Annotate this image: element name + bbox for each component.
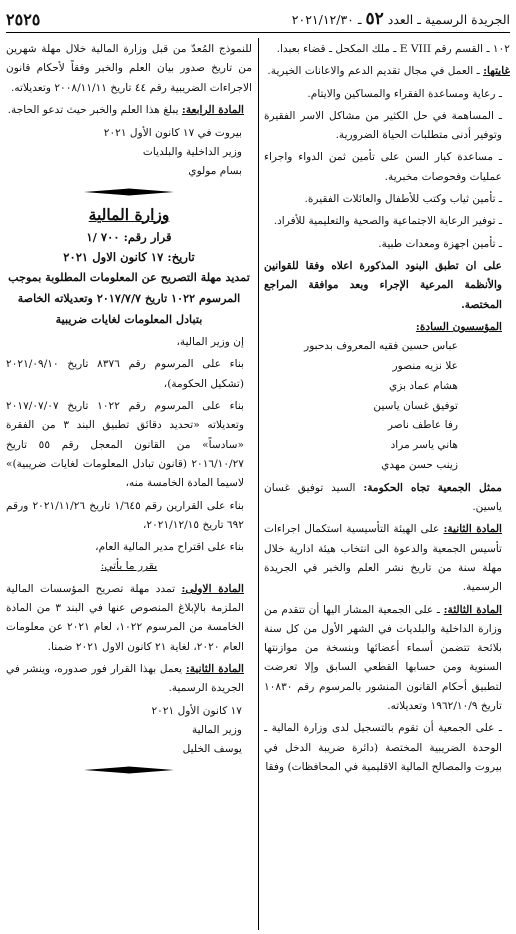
recital: بناء على اقتراح مدير المالية العام، [95, 541, 244, 554]
separator [6, 186, 252, 198]
recital: بناء على القرارين رقم ١/٦٤٥ تاريخ ٢٠٢١/١١/٢٦ ورقم ٦٩٢ تاريخ ٢٠٢١/١٢/١٥، [6, 499, 244, 531]
paragraph [264, 62, 510, 81]
article-4 [6, 101, 252, 120]
article-text: يعمل بهذا القرار فور صدوره، وينشر في الجريدة الرسمية. [6, 662, 244, 695]
article-label: المادة الثالثة: [443, 603, 502, 616]
goals-text: ـ العمل في مجال تقديم الدعم والاعانات الخيرية. [267, 65, 480, 78]
issue-date: ـ ٢٠٢١/١٢/٣٠ [291, 12, 362, 27]
decision-title: تمديد مهلة التصريح عن المعلومات المطلوبة بموجب المرسوم ١٠٢٢ تاريخ ٢٠١٧/٧/٧ وتعديلاته الخاصة بتبادل المعلومات لغايات ضريبية [8, 270, 250, 327]
article-label: المادة الرابعة: [181, 103, 244, 116]
recital: بناء على المرسوم رقم ٨٣٧٦ تاريخ ٢٠٢١/٠٩/١٠ (تشكيل الحكومة)، [6, 358, 244, 390]
founder-name: هاني ياسر مراد [390, 439, 458, 452]
decision-number: قرار رقم: ٧٠٠ /١ [86, 230, 172, 245]
signature-name: بسام مولوي [188, 165, 242, 178]
ministry-title: وزارة المالية [88, 205, 170, 225]
article-text: ـ على الجمعية المشار اليها أن تتقدم من وزارة الداخلية والبلديات في الشهر الأول من كل سنة بلائحة تتضمن أسماء أعضائها وبنسخة من موازنتها السنوية ومن حسابها القطعي السابق وإلا تعرضت لتطبيق أحكام القانون المنشور بالمرسوم رقم ١٠٨٣٠ تاريخ ١٩٦٢/١٠/٩ وتعديلاته. [264, 603, 502, 712]
rep-value: السيد توفيق غسان ياسين. [264, 481, 502, 514]
decision-article-1 [6, 580, 252, 657]
founder-name: توفيق غسان ياسين [373, 399, 458, 412]
article-text: يبلغ هذا العلم والخبر حيث تدعو الحاجة. [7, 103, 179, 116]
separator-ornament [84, 766, 174, 774]
article-label: المادة الاولى: [181, 582, 244, 595]
list-item: ـ رعاية ومساعدة الفقراء والمساكين والايتام. [307, 87, 502, 100]
signature-title: وزير المالية [191, 723, 242, 736]
list-item: ـ تأمين اجهزة ومعدات طبية. [378, 237, 502, 250]
representative [264, 479, 510, 518]
founder-name: زينب حسن مهدي [381, 458, 458, 471]
decides-heading: يقرر ما يأتي: [100, 560, 158, 573]
signature-name: يوسف الخليل [182, 742, 242, 755]
paragraph: ـ على الجمعية أن تقوم بالتسجيل لدى وزارة المالية ـ الوحدة الضريبية المختصة (دائرة ضريبة الدخل في بيروت والمصالح المالية الاقليمية في المحافظات) وفقا [264, 722, 502, 773]
paragraph: للنموذج المُعدّ من قبل وزارة المالية خلال مهلة شهرين من تاريخ صدور بيان العلم والخبر وفقاً لأحكام قانون الاجراءات الضريبية رقم ٤٤ تاريخ ٢٠٠٨/١١/١١ وتعديلاته. [6, 43, 252, 94]
recital: بناء على المرسوم رقم ١٠٢٢ تاريخ ٢٠١٧/٠٧/٠٧ وتعديلاته «تحديد دقائق تطبيق البند ٣ من الفقرة «سادساً» من القانون المعجل رقم ٥٥ تاريخ ٢٠١٦/١٠/٢٧ (قانون تبادل المعلومات لغايات ضريبية)» لاسيما المادة الخامسة منه، [6, 400, 244, 490]
paragraph: ١٠٢ ـ القسم رقم E VIII ـ ملك المكحل ـ قضاء بعبدا. [276, 43, 510, 55]
page-header [6, 6, 510, 33]
founder-name: عباس حسين فقيه المعروف بدحبور [304, 340, 458, 353]
article-label: المادة الثانية: [443, 523, 503, 536]
separator-ornament [84, 188, 174, 196]
list-item: ـ المساهمة في حل الكثير من مشاكل الاسر الفقيرة وتوفير أدنى متطلبات الحياة الضرورية. [264, 109, 502, 142]
founders-heading: المؤسسون السادة: [415, 320, 502, 333]
left-column [6, 40, 252, 930]
decision-article-2 [6, 660, 252, 699]
signature-place-date: بيروت في ١٧ كانون الأول ٢٠٢١ [103, 127, 242, 140]
intro: إن وزير المالية، [176, 336, 244, 349]
decision-date: تاريخ: ١٧ كانون الاول ٢٠٢١ [63, 250, 195, 265]
article-label: المادة الثانية: [185, 662, 244, 675]
right-column [264, 40, 510, 930]
signature-title: وزير الداخلية والبلديات [142, 146, 242, 159]
signature-date: ١٧ كانون الأول ٢٠٢١ [151, 704, 242, 717]
article-text: تمدد مهلة تصريح المؤسسات المالية الملزمة بالإبلاغ المنصوص عنها في البند ٣ من المادة الخامسة من المرسوم ١٠٢٢، لعام ٢٠٢١ عن معلومات العام ٢٠٢٠، لغاية ٢١ كانون الاول ٢٠٢١ ضمنا. [6, 582, 245, 653]
list-item: ـ تأمين ثياب وكتب للأطفال والعائلات الفقيرة. [304, 193, 502, 206]
founder-name: هشام عماد بزي [388, 379, 458, 392]
gazette-name: الجريدة الرسمية ـ العدد [387, 12, 510, 27]
issue-number: ٥٢ [365, 9, 384, 29]
condition-paragraph: على ان تطبق البنود المذكورة اعلاه وفقا للقوانين والأنظمة المرعية الإجراء وبعد موافقة المراجع المختصة. [264, 259, 502, 311]
goals-label: غايتها: [483, 65, 510, 78]
founder-name: علا نزيه منصور [392, 359, 458, 372]
rep-label: ممثل الجمعية تجاه الحكومة: [363, 481, 502, 494]
header-title [292, 9, 510, 29]
article-2 [264, 520, 510, 597]
founder-name: رفا عاطف ناصر [387, 419, 458, 432]
page-number: ٢٥٢٥ [6, 9, 41, 29]
column-divider [258, 38, 259, 930]
separator [6, 764, 252, 776]
list-item: ـ توفير الرعاية الاجتماعية والصحية والتعليمية للأفراد. [273, 215, 502, 228]
article-text: على الهيئة التأسيسية استكمال اجراءات تأسيس الجمعية والدعوة الى انتخاب هيئة ادارية خلال مهلة سنة من تاريخ نشر العلم والخبر في الجريدة الرسمية. [264, 523, 502, 594]
list-item: ـ مساعدة كبار السن على تأمين ثمن الدواء واجراء عمليات وفحوصات مخبرية. [264, 151, 502, 183]
article-3 [264, 601, 510, 717]
